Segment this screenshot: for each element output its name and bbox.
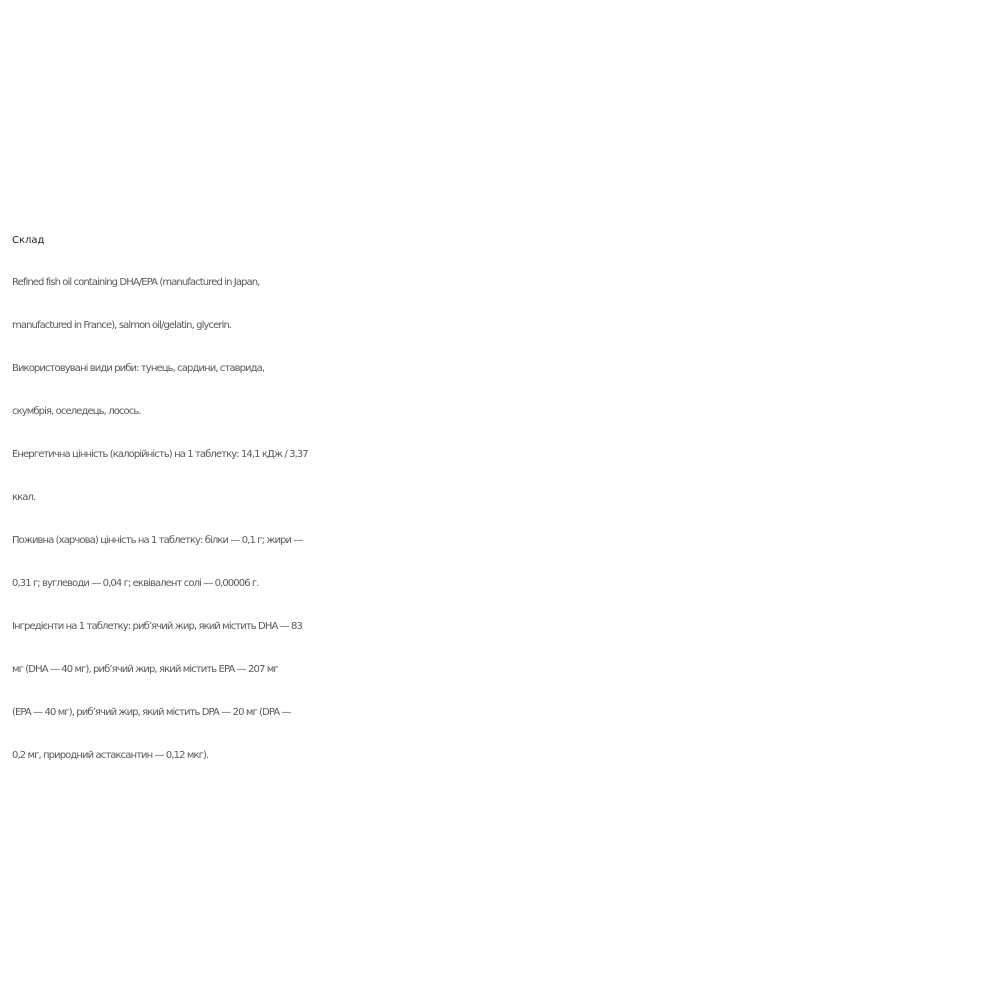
- text-line: Refined fish oil containing DHA/EPA (manufactured in Japan,: [12, 277, 260, 288]
- text-line: Поживна (харчова) цінність на 1 таблетку: білки — 0,1 г; жири —: [12, 535, 303, 546]
- text-line: Енергетична цінність (калорійність) на 1 таблетку: 14,1 кДж / 3,37: [12, 449, 308, 460]
- composition-section: [12, 221, 992, 777]
- text-line: (EPA — 40 мг), риб’ячий жир, який містить DPA — 20 мг (DPA —: [12, 707, 291, 718]
- text-line: manufactured in France), salmon oil/gelatin, glycerin.: [12, 320, 232, 331]
- text-line: ккал.: [12, 492, 36, 503]
- text-line: мг (DHA — 40 мг), риб’ячий жир, який містить EPA — 207 мг: [12, 664, 278, 675]
- section-heading: Склад: [12, 235, 45, 246]
- text-line: Використовувані види риби: тунець, сардини, ставрида,: [12, 363, 265, 374]
- text-line: скумбрія, оселедець, лосось.: [12, 406, 141, 417]
- text-line: 0,31 г; вуглеводи — 0,04 г; еквівалент солі — 0,00006 г.: [12, 578, 259, 589]
- text-line: 0,2 мг, природний астаксантин — 0,12 мкг).: [12, 750, 209, 761]
- text-line: Інгредієнти на 1 таблетку: риб’ячий жир, який містить DHA — 83: [12, 621, 302, 632]
